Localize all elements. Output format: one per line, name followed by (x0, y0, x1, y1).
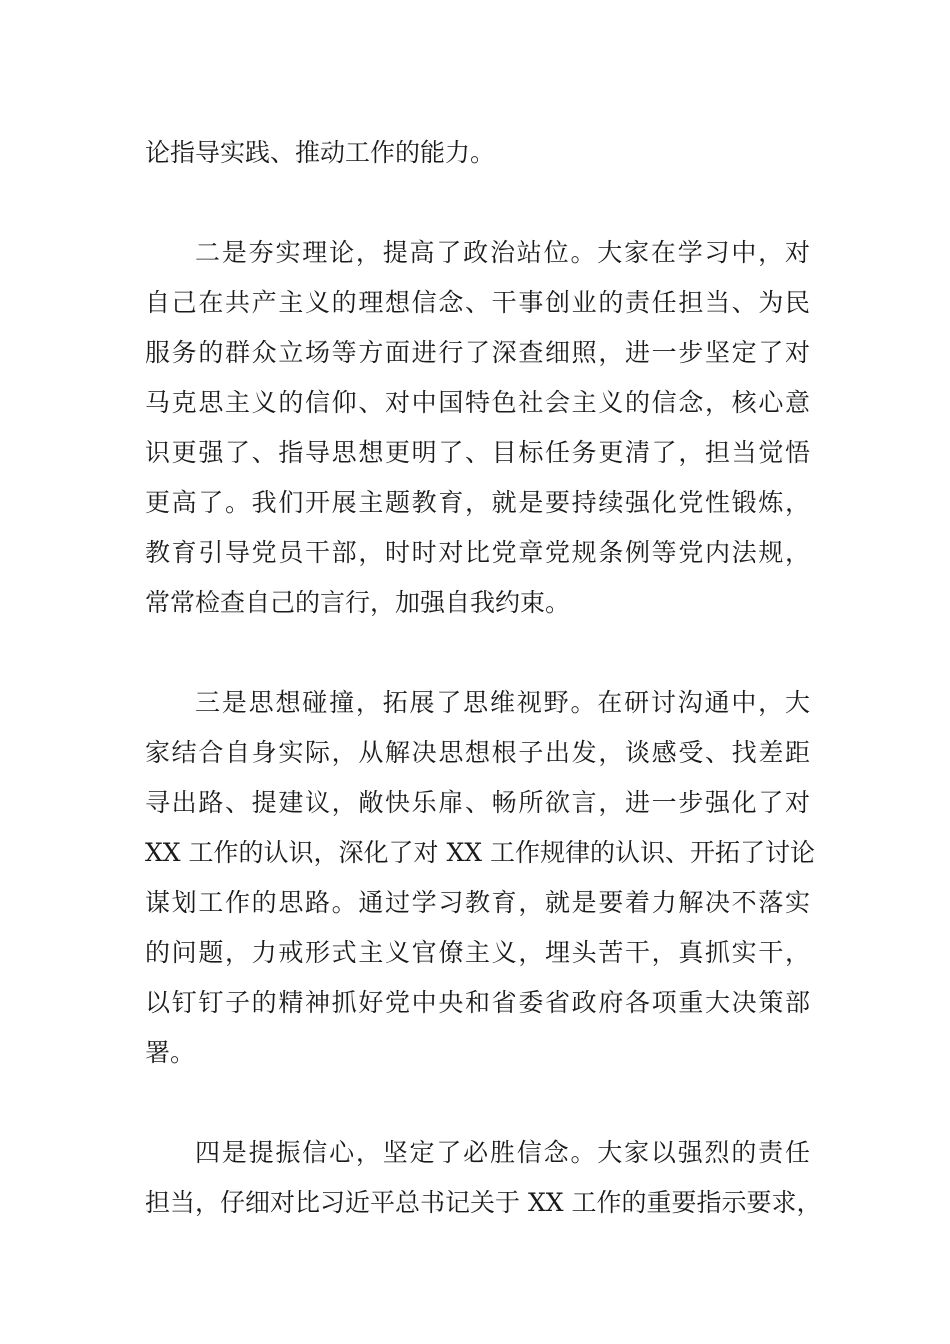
document-body (145, 128, 822, 1228)
paragraph-1-line-0: 二是夯实理论，提高了政治站位。大家在学习中，对 (195, 238, 810, 267)
paragraph-spacer (145, 628, 810, 678)
paragraph-1-line-4: 识更强了、指导思想更明了、目标任务更清了，担当觉悟 (145, 438, 810, 467)
paragraph-2-line-6: 以钉钉子的精神抓好党中央和省委省政府各项重大决策部 (145, 988, 810, 1017)
paragraph-2-line-1: 家结合自身实际，从解决思想根子出发，谈感受、找差距 (145, 738, 810, 767)
paragraph-1-line-6: 教育引导党员干部，时时对比党章党规条例等党内法规， (145, 538, 810, 567)
paragraph-1-line-7: 常常检查自己的言行，加强自我约束。 (145, 588, 571, 617)
paragraph-spacer (145, 1078, 810, 1128)
paragraph-1-line-3: 马克思主义的信仰、对中国特色社会主义的信念，核心意 (145, 388, 810, 417)
paragraph-2-line-2: 寻出路、提建议，敞快乐扉、畅所欲言，进一步强化了对 (145, 788, 810, 817)
paragraph-1-line-1: 自己在共产主义的理想信念、干事创业的责任担当、为民 (145, 288, 810, 317)
paragraph-spacer (145, 178, 810, 228)
paragraph-0-line-0: 论指导实践、推动工作的能力。 (145, 138, 496, 167)
paragraph-1-line-2: 服务的群众立场等方面进行了深查细照，进一步坚定了对 (145, 338, 810, 367)
paragraph-2-line-0: 三是思想碰撞，拓展了思维视野。在研讨沟通中，大 (195, 688, 810, 717)
paragraph-2-line-7: 署。 (145, 1038, 196, 1067)
paragraph-2-line-4: 谋划工作的思路。通过学习教育，就是要着力解决不落实 (145, 888, 810, 917)
paragraph-3-line-1: 担当，仔细对比习近平总书记关于 XX 工作的重要指示要求， (145, 1188, 822, 1217)
paragraph-2-line-5: 的问题，力戒形式主义官僚主义，埋头苦干，真抓实干， (145, 938, 810, 967)
paragraph-2-line-3: XX 工作的认识，深化了对 XX 工作规律的认识、开拓了讨论 (145, 838, 816, 867)
paragraph-1-line-5: 更高了。我们开展主题教育，就是要持续强化党性锻炼， (145, 488, 810, 517)
paragraph-3-line-0: 四是提振信心，坚定了必胜信念。大家以强烈的责任 (195, 1138, 810, 1167)
